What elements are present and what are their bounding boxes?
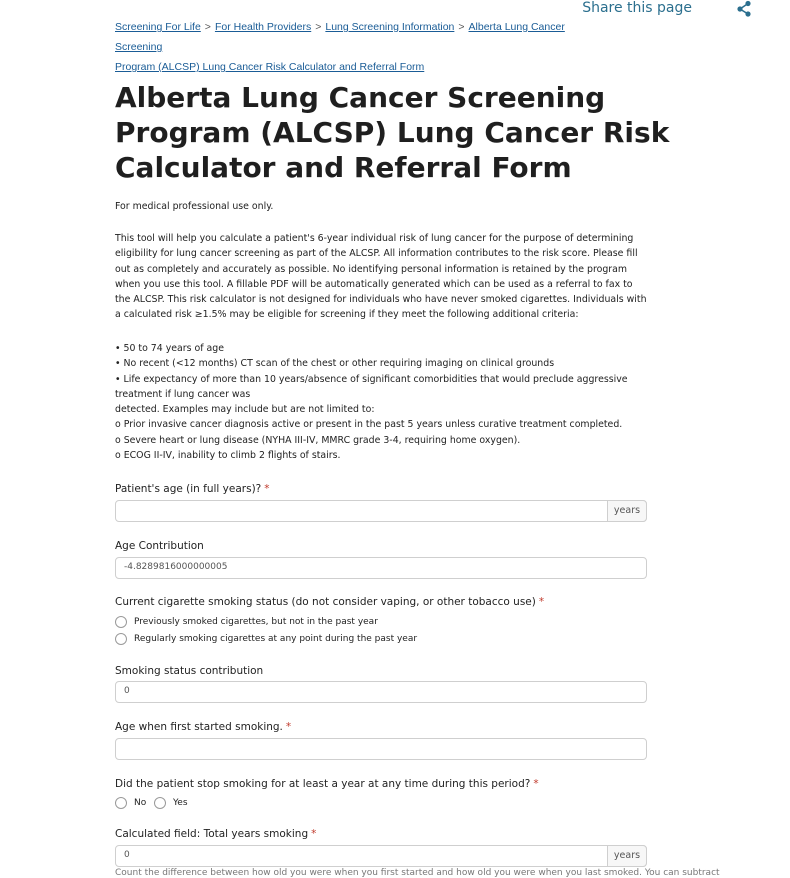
required-marker: * [538,596,545,608]
age-started-label: Age when first started smoking. * [115,721,292,733]
smoking-contribution-value: 0 [124,686,130,696]
breadcrumb-link[interactable]: For Health Providers [214,21,312,33]
smoking-contribution-label: Smoking status contribution [115,665,264,677]
intro-description: This tool will help you calculate a patient's 6-year individual risk of lung cancer for the purpose of determining eligibility for lung cancer screening as part of the ALCSP. All information contributes to the risk score. Please fill out as completely and accurately as possible. No identifying personal information is retained by the program when you use this tool. A fillable PDF will be automatically generated which can be used as a referral to fax to the ALCSP. This risk calculator is not designed for individuals who have never smoked cigarettes. Individuals with a calculated risk ≥1.5% may be eligible for screening if they meet the following additional criteria: [115,233,647,321]
criteria-item: • Life expectancy of more than 10 years/absence of significant comorbidities that would preclude aggressive treatment if lung cancer was [115,373,628,400]
criteria-item: o Severe heart or lung disease (NYHA III-IV, MMRC grade 3-4, requiring home oxygen). [115,434,521,446]
required-marker: * [285,721,292,733]
criteria-item: • No recent (<12 months) CT scan of the chest or other requiring imaging on clinical grounds [115,358,555,370]
age-contribution-field [115,557,647,579]
required-marker: * [311,828,317,840]
smoking-status-label: Current cigarette smoking status (do not consider vaping, or other tobacco use) * [115,596,545,608]
stopped-smoking-label: Did the patient stop smoking for at least a year at any time during this period? * [115,778,539,790]
age-unit-addon: years [607,500,647,522]
radio-previously-smoked[interactable] [115,616,127,628]
age-contribution-label: Age Contribution [115,540,204,552]
breadcrumb [115,17,615,77]
total-years-field [115,845,647,867]
criteria-list [115,341,647,463]
total-years-unit-addon: years [607,845,647,867]
smoking-contribution-field [115,681,647,703]
total-years-help-text: Count the difference between how old you were when you first started and how old you were when you last smoked. You can subtract [115,868,720,878]
breadcrumb-link[interactable]: Lung Screening Information [325,21,455,33]
medical-use-note: For medical professional use only. [115,201,274,212]
total-years-label: Calculated field: Total years smoking * [115,828,317,840]
age-label: Patient's age (in full years)? * [115,483,270,495]
radio-label-no[interactable]: No [134,798,147,808]
criteria-item: detected. Examples may include but are not limited to: [115,404,375,416]
share-this-page-link[interactable]: Share this page [582,0,692,16]
age-started-input[interactable] [115,738,647,760]
required-marker: * [533,778,539,790]
criteria-item: o Prior invasive cancer diagnosis active or present in the past 5 years unless curative treatment completed. [115,419,623,431]
radio-label-regularly-smoking[interactable]: Regularly smoking cigarettes at any point during the past year [134,634,418,644]
page-title: Alberta Lung Cancer Screening Program (ALCSP) Lung Cancer Risk Calculator and Referral Form [115,81,670,184]
radio-label-previously-smoked[interactable]: Previously smoked cigarettes, but not in the past year [134,617,378,627]
breadcrumb-link[interactable]: Alberta Lung Cancer Screening [115,21,565,53]
breadcrumb-separator: > [204,21,211,33]
age-input[interactable] [115,500,647,522]
radio-yes[interactable] [154,797,166,809]
breadcrumb-separator: > [458,21,465,33]
breadcrumb-separator: > [315,21,322,33]
criteria-item: o ECOG II-IV, inability to climb 2 flights of stairs. [115,450,341,462]
radio-label-yes[interactable]: Yes [173,798,188,808]
required-marker: * [264,483,270,495]
age-contribution-value: -4.8289816000000005 [124,562,228,572]
radio-regularly-smoking[interactable] [115,633,127,645]
breadcrumb-link-current[interactable]: Program (ALCSP) Lung Cancer Risk Calculator and Referral Form [115,61,425,73]
breadcrumb-link[interactable]: Screening For Life [115,21,201,33]
criteria-item: • 50 to 74 years of age [115,343,224,354]
share-icon[interactable] [735,0,753,18]
radio-no[interactable] [115,797,127,809]
total-years-value: 0 [124,850,130,860]
